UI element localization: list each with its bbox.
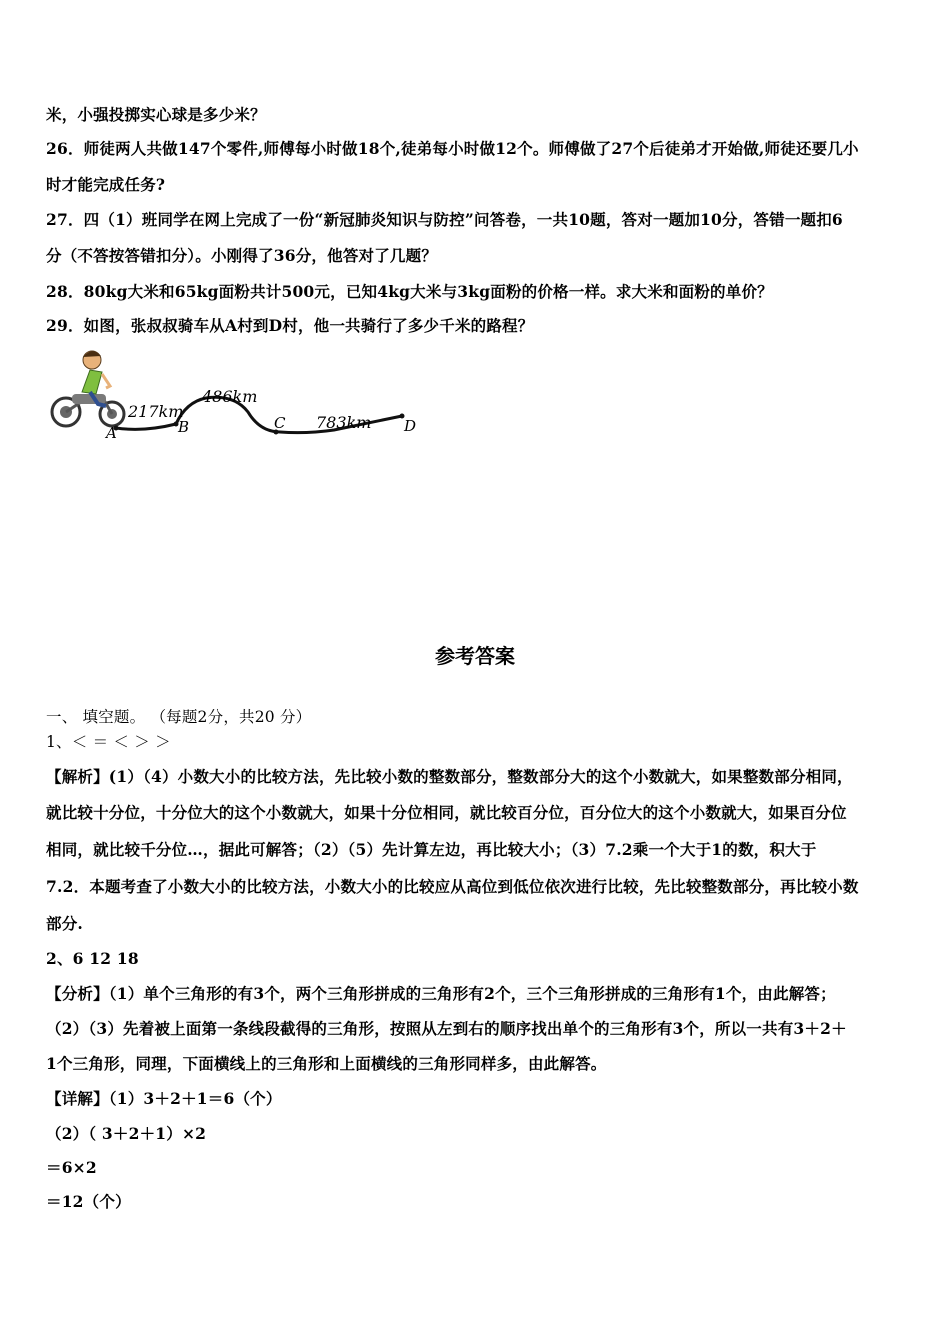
point-d-label: D (404, 417, 417, 435)
answer-1-analysis-line-4: 7.2．本题考查了小数大小的比较方法，小数大小的比较应从高位到低位依次进行比较，先比较整数部分，再比较小数 (46, 877, 859, 896)
answer-2: 2、6 12 18 (46, 949, 139, 968)
answer-1-analysis-line-3: 相同，就比较千分位…，据此可解答；（2）（5）先计算左边，再比较大小；（3）7.2乘一个大于1的数，积大于 (46, 840, 817, 859)
answer-2-detail-line-1: 【详解】（1）3＋2＋1＝6（个） (46, 1089, 282, 1108)
question-26-line-1: 26．师徒两人共做147个零件,师傅每小时做18个,徒弟每小时做12个。师傅做了27个后徒弟才开始做,师徒还要几小 (46, 139, 859, 158)
distance-ab-label: 217km (128, 402, 184, 421)
answer-2-detail-line-4: ＝12（个） (46, 1192, 131, 1211)
distance-bc-label: 486km (202, 387, 258, 406)
answer-1: 1、＜ ＝ ＜ ＞ ＞ (46, 733, 171, 751)
question-26-line-2: 时才能完成任务? (46, 175, 166, 194)
answer-2-analysis-line-1: 【分析】（1）单个三角形的有3个，两个三角形拼成的三角形有2个，三个三角形拼成的三角形有1个，由此解答； (46, 984, 836, 1003)
point-c-label: C (274, 414, 286, 432)
question-25-tail: 米，小强投掷实心球是多少米？ (46, 105, 266, 124)
point-b-label: B (178, 418, 190, 436)
answer-2-detail-line-3: ＝6×2 (46, 1158, 97, 1177)
distance-cd-label: 783km (316, 413, 372, 432)
answer-1-analysis-line-5: 部分. (46, 914, 83, 933)
cyclist-illustration (52, 351, 124, 426)
answer-2-analysis-line-2: （2）（3）先着被上面第一条线段截得的三角形，按照从左到右的顺序找出单个的三角形有3个，所以一共有3＋2＋ (46, 1019, 847, 1038)
answers-title: 参考答案 (435, 644, 515, 668)
question-29: 29．如图，张叔叔骑车从A村到D村，他一共骑行了多少千米的路程？ (46, 316, 534, 335)
answer-2-detail-line-2: （2）（ 3＋2＋1）×2 (46, 1124, 207, 1143)
answers-section-1: 一、 填空题。 （每题2分，共20 分） (46, 708, 312, 726)
question-27-line-1: 27．四（1）班同学在网上完成了一份“新冠肺炎知识与防控”问答卷，一共10题，答对一题加10分，答错一题扣6 (46, 210, 843, 229)
point-a-label: A (106, 424, 117, 442)
route-figure (44, 342, 434, 447)
answer-1-analysis-line-2: 就比较十分位，十分位大的这个小数就大，如果十分位相同，就比较百分位，百分位大的这个小数就大，如果百分位 (46, 803, 847, 822)
question-28: 28．80kg大米和65kg面粉共计500元，已知4kg大米与3kg面粉的价格一样。求大米和面粉的单价？ (46, 282, 773, 301)
answer-1-analysis-line-1: 【解析】(1）（4）小数大小的比较方法，先比较小数的整数部分，整数部分大的这个小数就大，如果整数部分相同， (46, 767, 853, 786)
question-27-line-2: 分（不答按答错扣分）。小刚得了36分，他答对了几题？ (46, 246, 438, 265)
answer-2-analysis-line-3: 1个三角形，同理，下面横线上的三角形和上面横线的三角形同样多，由此解答。 (46, 1054, 607, 1073)
